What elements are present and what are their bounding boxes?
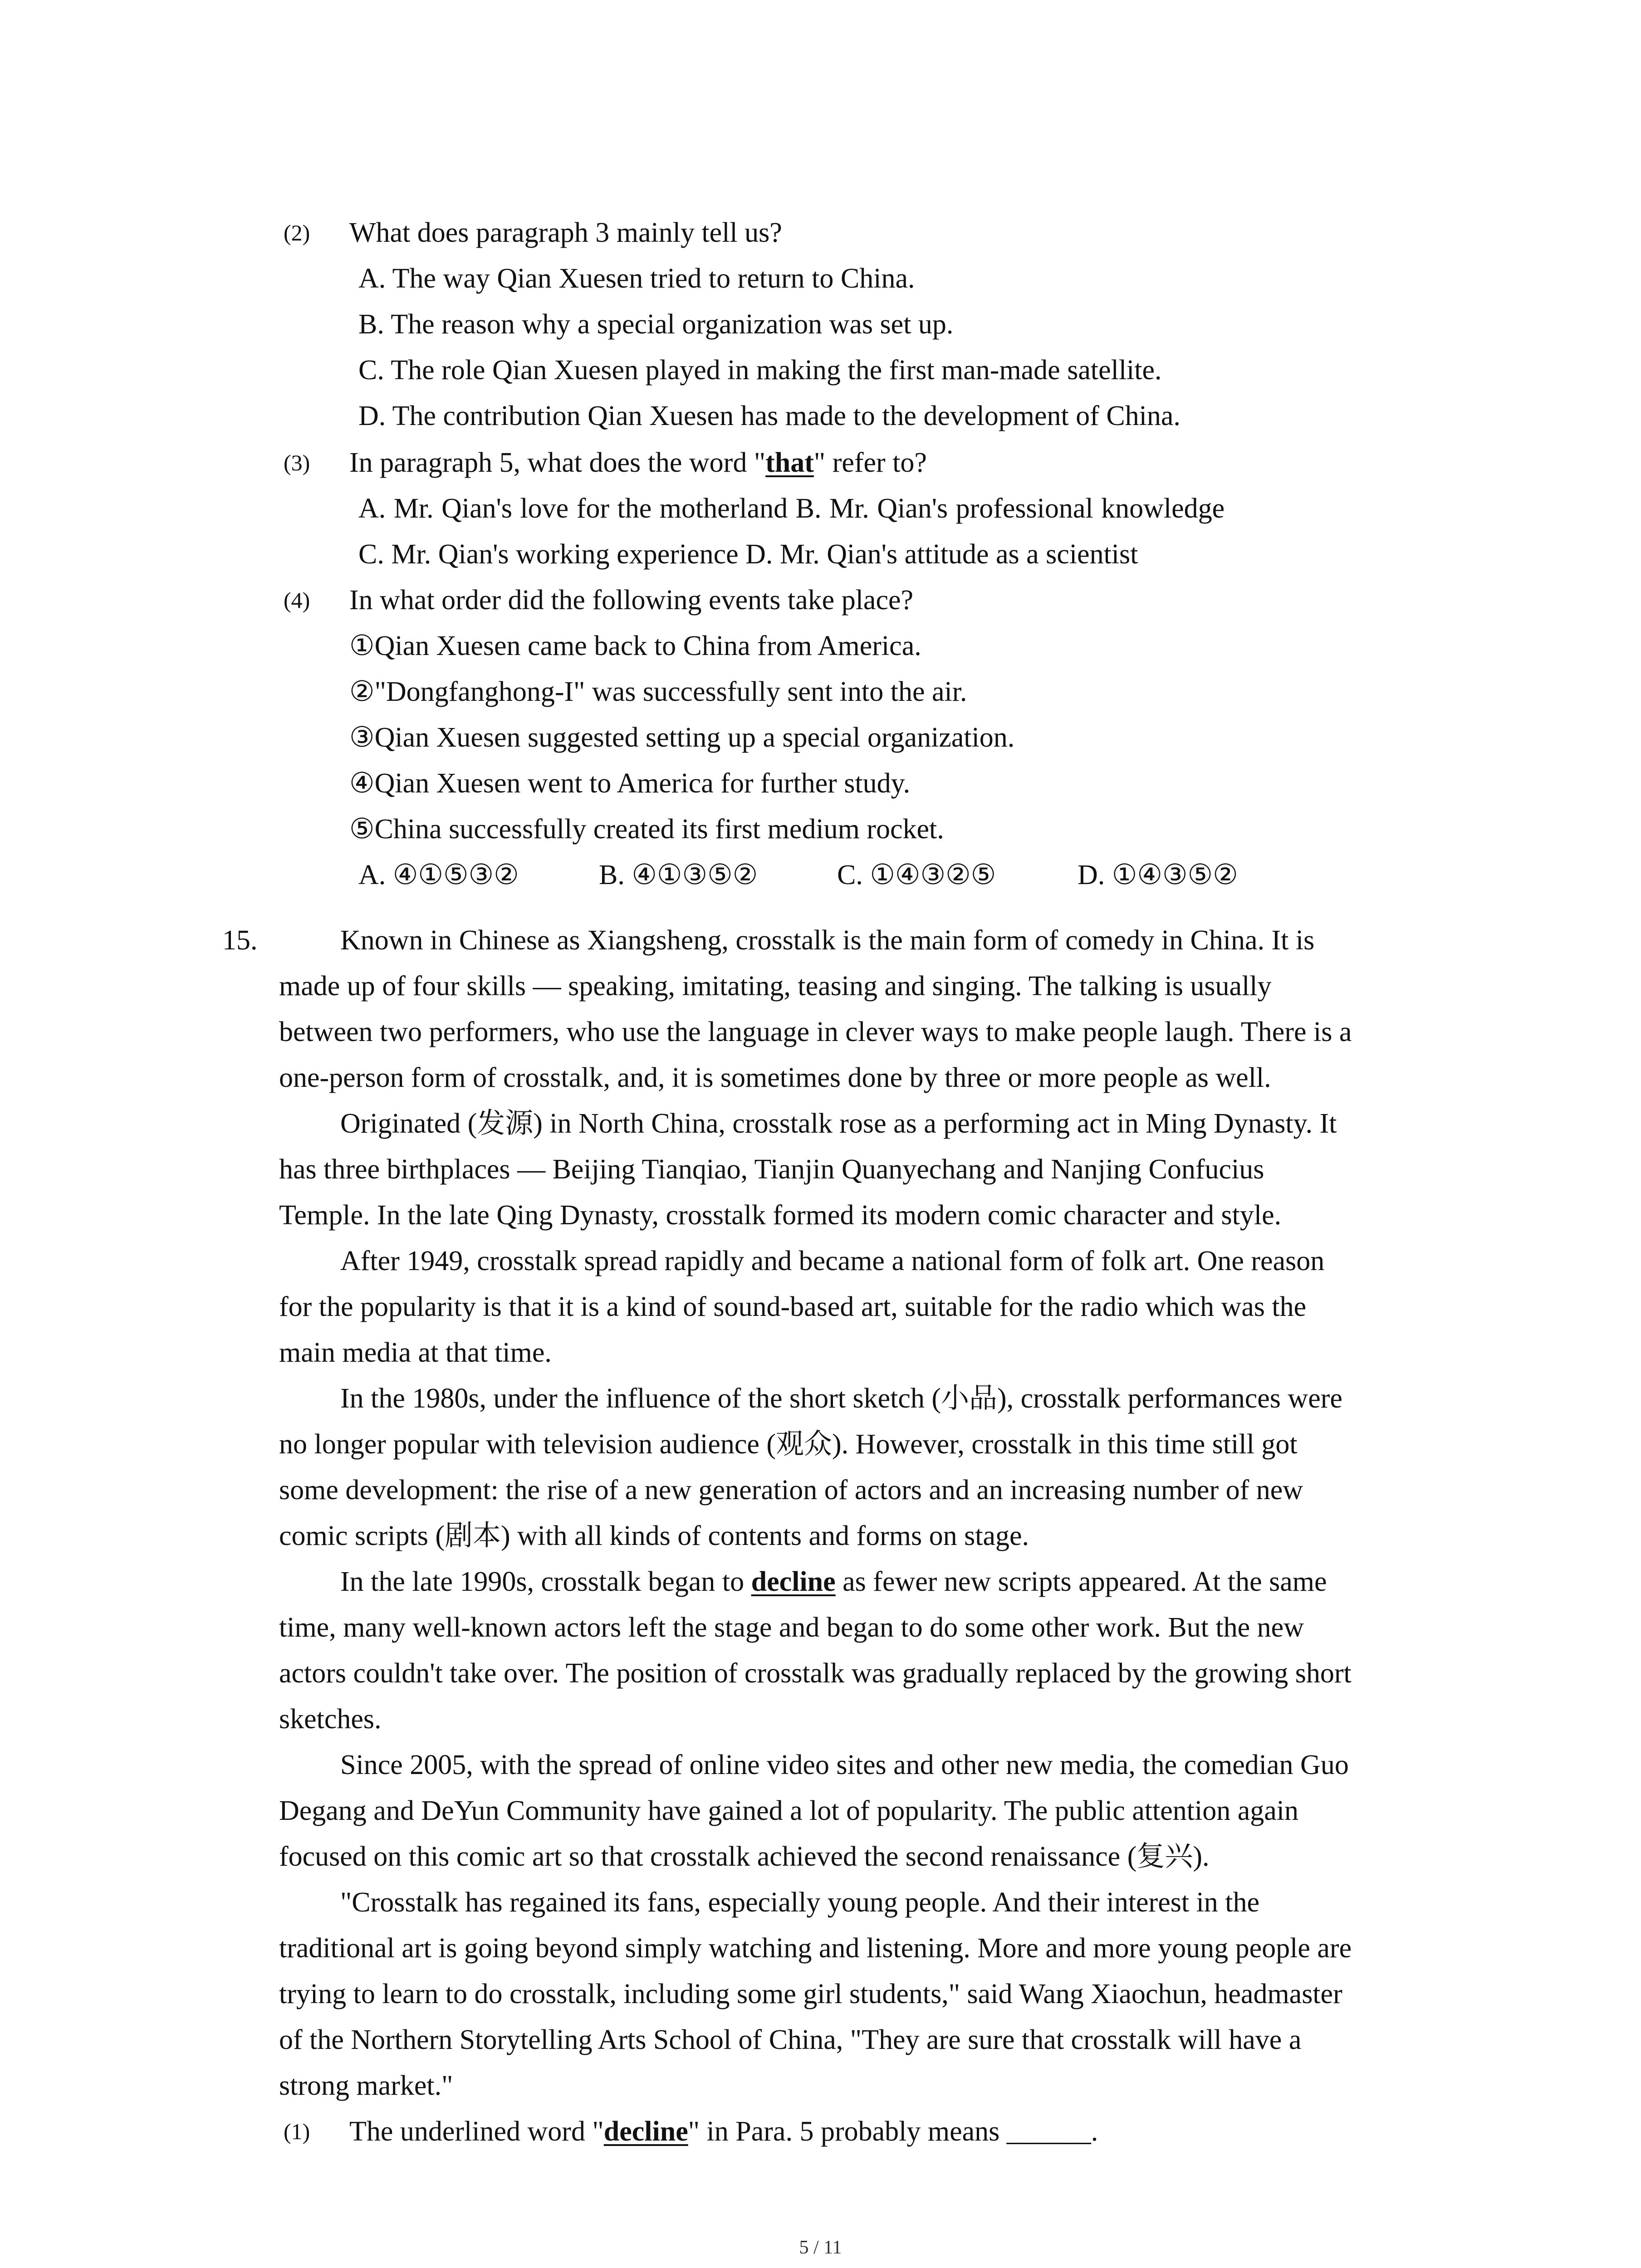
underlined-word: decline [603, 2116, 688, 2147]
option-line: B. ④①③⑤② [599, 860, 758, 890]
passage-line: time, many well-known actors left the stage and began to do some other work. But the new [279, 1612, 1304, 1643]
option-line: A. The way Qian Xuesen tried to return to China. [358, 263, 915, 294]
passage-line: focused on this comic art so that crosstalk achieved the second renaissance (复兴). [279, 1841, 1210, 1872]
underlined-word: that [765, 447, 814, 478]
passage-line: Originated (发源) in North China, crosstalk rose as a performing act in Ming Dynasty. It [340, 1108, 1337, 1139]
passage-line: trying to learn to do crosstalk, including some girl students," said Wang Xiaochun, headmaster [279, 1979, 1342, 2009]
event-line: ④Qian Xuesen went to America for further study. [349, 768, 911, 799]
option-line: B. The reason why a special organization was set up. [358, 309, 954, 340]
passage-line: one-person form of crosstalk, and, it is sometimes done by three or more people as well. [279, 1062, 1271, 1093]
option-line: C. The role Qian Xuesen played in making the first man-made satellite. [358, 355, 1162, 386]
passage-line: made up of four skills — speaking, imitating, teasing and singing. The talking is usually [279, 971, 1272, 1002]
passage-line: sketches. [279, 1704, 382, 1735]
passage-line: no longer popular with television audience (观众). However, crosstalk in this time still got [279, 1429, 1298, 1460]
passage-line: comic scripts (剧本) with all kinds of contents and forms on stage. [279, 1520, 1029, 1551]
passage-line: has three birthplaces — Beijing Tianqiao, Tianjin Quanyechang and Nanjing Confucius [279, 1154, 1264, 1185]
passage-line: main media at that time. [279, 1337, 552, 1368]
sub-question-text: In what order did the following events take place? [349, 585, 913, 616]
passage-line: strong market." [279, 2070, 453, 2101]
passage-line: traditional art is going beyond simply watching and listening. More and more young people are [279, 1933, 1352, 1964]
sub-question-number: (3) [284, 450, 310, 475]
passage-line: "Crosstalk has regained its fans, especially young people. And their interest in the [340, 1887, 1260, 1918]
passage-line: Known in Chinese as Xiangsheng, crosstalk is the main form of comedy in China. It is [340, 925, 1315, 956]
passage-text: In the late 1990s, crosstalk began to [340, 1566, 751, 1597]
passage-line: some development: the rise of a new generation of actors and an increasing number of new [279, 1475, 1303, 1505]
passage-line: for the popularity is that it is a kind of sound-based art, suitable for the radio which was the [279, 1291, 1307, 1322]
passage-line [340, 1565, 1327, 1598]
passage-line: After 1949, crosstalk spread rapidly and became a national form of folk art. One reason [340, 1246, 1325, 1276]
question-prefix: In paragraph 5, what does the word " [349, 447, 766, 478]
sub-question-text: What does paragraph 3 mainly tell us? [349, 217, 782, 248]
question-prefix: The underlined word " [349, 2116, 604, 2147]
event-line: ⑤China successfully created its first medium rocket. [349, 814, 944, 845]
option-line: C. ①④③②⑤ [837, 860, 996, 890]
question-suffix: " in Para. 5 probably means ______. [688, 2116, 1098, 2147]
sub-question-number: (4) [284, 587, 310, 613]
passage-line: actors couldn't take over. The position of crosstalk was gradually replaced by the growing short [279, 1658, 1352, 1689]
page-number: 5 / 11 [799, 2237, 842, 2258]
underlined-word: decline [751, 1566, 836, 1597]
sub-question-text [349, 2115, 1098, 2148]
question-suffix: " refer to? [813, 447, 927, 478]
option-line: D. ①④③⑤② [1078, 860, 1238, 890]
passage-line: Since 2005, with the spread of online video sites and other new media, the comedian Guo [340, 1750, 1349, 1780]
option-line: D. The contribution Qian Xuesen has made to the development of China. [358, 401, 1181, 431]
option-line: C. Mr. Qian's working experience D. Mr. Qian's attitude as a scientist [358, 539, 1138, 570]
passage-line: of the Northern Storytelling Arts School of China, "They are sure that crosstalk will have a [279, 2024, 1302, 2055]
passage-text: as fewer new scripts appeared. At the same [835, 1566, 1327, 1597]
sub-question-number: (1) [284, 2119, 310, 2144]
passage-line: between two performers, who use the language in clever ways to make people laugh. There is a [279, 1017, 1352, 1047]
passage-line: Temple. In the late Qing Dynasty, crosstalk formed its modern comic character and style. [279, 1200, 1282, 1231]
question-number: 15. [222, 925, 258, 956]
event-line: ①Qian Xuesen came back to China from America. [349, 631, 921, 661]
option-line: A. ④①⑤③② [358, 860, 519, 890]
sub-question-text [349, 446, 927, 479]
sub-question-number: (2) [284, 220, 310, 245]
passage-line: Degang and DeYun Community have gained a lot of popularity. The public attention again [279, 1795, 1298, 1826]
event-line: ②"Dongfanghong-I" was successfully sent into the air. [349, 676, 967, 707]
passage-line: In the 1980s, under the influence of the short sketch (小品), crosstalk performances were [340, 1383, 1342, 1414]
option-line: A. Mr. Qian's love for the motherland B. Mr. Qian's professional knowledge [358, 493, 1225, 524]
event-line: ③Qian Xuesen suggested setting up a special organization. [349, 722, 1015, 753]
